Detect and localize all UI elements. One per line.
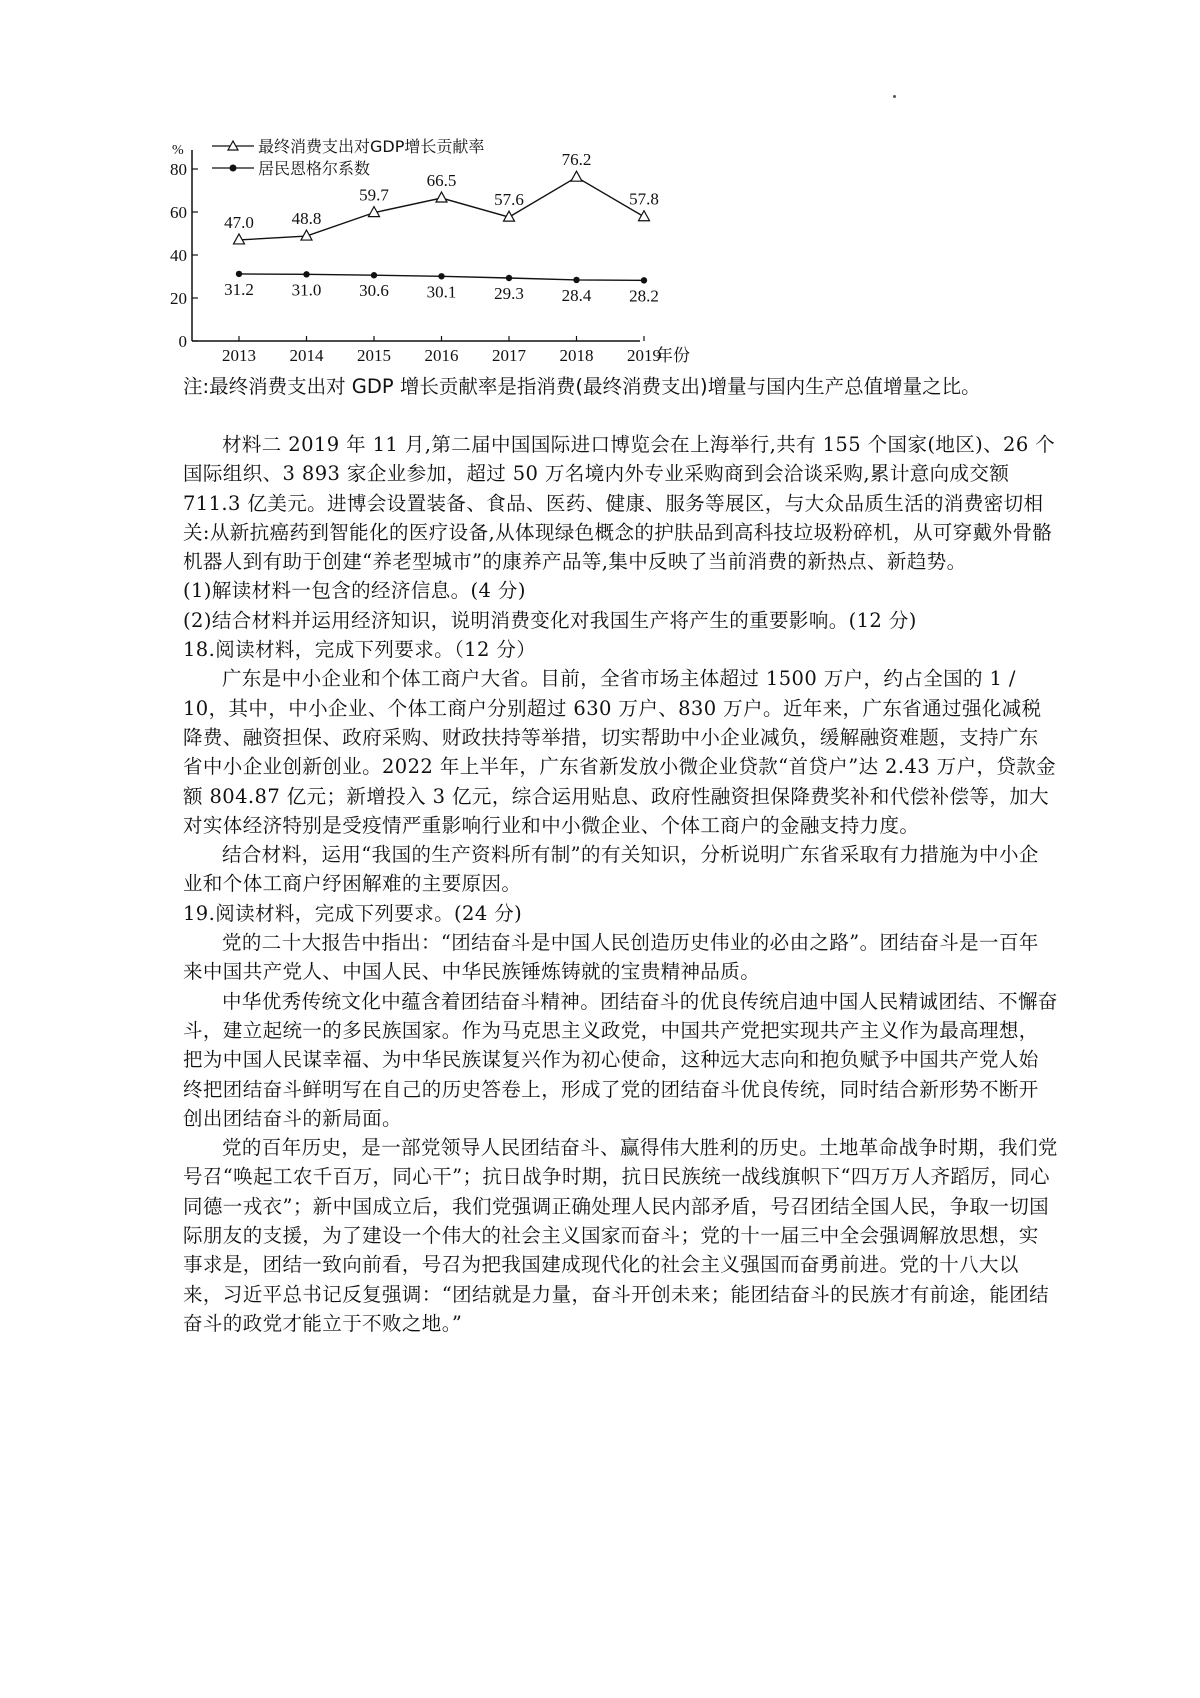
data-point-triangle <box>639 211 650 221</box>
scan-dot <box>893 95 896 98</box>
line-chart <box>170 138 750 370</box>
data-point-triangle <box>571 171 582 181</box>
y-tick-label: 60 <box>170 203 187 222</box>
y-tick-label: 0 <box>178 332 187 351</box>
paragraph: 党的百年历史，是一部党领导人民团结奋斗、赢得伟大胜利的历史。土地革命战争时期，我们党号召“唤起工农千百万，同心干”；抗日战争时期，抗日民族统一战线旗帜下“四万万人齐蹈厉，同心同德一戎衣”；新中国成立后，我们党强调正确处理人民内部矛盾，号召团结全国人民，争取一切国际朋友的支援，为了建设一个伟大的社会主义国家而奋斗；党的十一届三中全会强调解放思想，实事求是，团结一致向前看，号召为把我国建成现代化的社会主义强国而奋勇前进。党的十八大以来，习近平总书记反复强调：“团结就是力量，奋斗开创未来；能团结奋斗的民族才有前途，能团结奋斗的政党才能立于不败之地。” <box>183 1136 1058 1335</box>
legend-dot-marker <box>230 165 237 172</box>
data-point-dot <box>236 271 242 277</box>
data-point-triangle <box>234 234 245 244</box>
data-point-dot <box>573 277 579 283</box>
data-label: 29.3 <box>494 284 524 304</box>
data-point-dot <box>641 277 647 283</box>
paragraph: 18.阅读材料，完成下列要求。（12 分） <box>183 638 537 662</box>
x-tick-label: 2017 <box>492 346 526 365</box>
data-label: 47.0 <box>224 212 254 232</box>
data-label: 59.7 <box>359 185 389 205</box>
data-label: 31.0 <box>291 280 322 300</box>
y-tick-label: 40 <box>170 246 187 265</box>
chart-svg <box>170 138 750 370</box>
data-label: 57.8 <box>629 189 659 209</box>
paragraph: 党的二十大报告中指出：“团结奋斗是中国人民创造历史伟业的必由之路”。团结奋斗是一百年来中国共产党人、中国人民、中华民族锤炼铸就的宝贵精神品质。 <box>183 931 1039 984</box>
data-label: 31.2 <box>224 279 254 299</box>
x-tick-label: 2014 <box>289 346 324 365</box>
y-tick-label: 20 <box>170 289 187 308</box>
paragraph: 19.阅读材料，完成下列要求。(24 分) <box>183 901 523 925</box>
paragraph: 材料二 2019 年 11 月,第二届中国国际进口博览会在上海举行,共有 155 个国家(地区)、26 个国际组织、3 893 家企业参加，超过 50 万名境内外专业采购商到会洽谈采购,累计意向成交额 711.3 亿美元。进博会设置装备、食品、医药、健康、服务等展区，与大众品质生活的消费密切相关:从新抗癌药到智能化的医疗设备,从体现绿色概念的护肤品到高科技垃圾粉碎机，从可穿戴外骨骼机器人到有助于创建“养老型城市”的康养产品等,集中反映了当前消费的新热点、新趋势。 <box>183 433 1056 574</box>
data-label: 76.2 <box>561 150 592 170</box>
paragraph: (1)解读材料一包含的经济信息。(4 分) <box>183 579 526 603</box>
x-tick-label: 2018 <box>559 346 594 365</box>
x-tick-label: 2015 <box>357 346 391 365</box>
legend-label: 最终消费支出对GDP增长贡献率 <box>258 138 485 156</box>
data-point-dot <box>371 272 377 278</box>
data-label: 30.1 <box>426 282 457 302</box>
exam-text <box>183 430 1058 1338</box>
legend-label: 居民恩格尔系数 <box>258 159 371 178</box>
data-label: 28.2 <box>629 286 659 306</box>
data-label: 30.6 <box>359 281 389 301</box>
x-axis-title: 年份 <box>656 346 690 365</box>
chart-note: 注:最终消费支出对 GDP 增长贡献率是指消费(最终消费支出)增量与国内生产总值增量之比。 <box>183 375 981 398</box>
data-point-dot <box>303 271 309 277</box>
data-point-dot <box>438 273 444 279</box>
x-tick-label: 2013 <box>222 346 256 365</box>
y-axis-unit: % <box>172 143 184 158</box>
data-label: 57.6 <box>494 190 524 210</box>
x-tick-label: 2016 <box>424 346 459 365</box>
data-label: 48.8 <box>291 209 322 229</box>
data-label: 28.4 <box>561 285 592 305</box>
paragraph: 结合材料，运用“我国的生产资料所有制”的有关知识，分析说明广东省采取有力措施为中小企业和个体工商户纾困解难的主要原因。 <box>183 843 1039 896</box>
x-tick-label: 2019 <box>627 346 661 365</box>
paragraph: (2)结合材料并运用经济知识，说明消费变化对我国生产将产生的重要影响。(12 分) <box>183 608 917 632</box>
data-label: 66.5 <box>426 171 457 191</box>
paragraph: 中华优秀传统文化中蕴含着团结奋斗精神。团结奋斗的优良传统启迪中国人民精诚团结、不懈奋斗，建立起统一的多民族国家。作为马克思主义政党，中国共产党把实现共产主义作为最高理想，把为中国人民谋幸福、为中华民族谋复兴作为初心使命，这种远大志向和抱负赋予中国共产党人始终把团结奋斗鲜明写在自己的历史答卷上，形成了党的团结奋斗优良传统，同时结合新形势不断开创出团结奋斗的新局面。 <box>183 989 1058 1130</box>
data-point-dot <box>506 275 512 281</box>
data-point-triangle <box>436 192 447 202</box>
y-tick-label: 80 <box>170 160 187 179</box>
paragraph: 广东是中小企业和个体工商户大省。目前，全省市场主体超过 1500 万户，约占全国的 1 / 10，其中，中小企业、个体工商户分别超过 630 万户、830 万户。近年来，广东省通过强化减税降费、融资担保、政府采购、财政扶持等举措，切实帮助中小企业减负，缓解融资难题，支持广东省中小企业创新创业。2022 年上半年，广东省新发放小微企业贷款“首贷户”达 2.43 万户，贷款金额 804.87 亿元；新增投入 3 亿元，综合运用贴息、政府性融资担保降费奖补和代偿补偿等，加大对实体经济特别是受疫情严重影响行业和中小微企业、个体工商户的金融支持力度。 <box>183 667 1057 837</box>
